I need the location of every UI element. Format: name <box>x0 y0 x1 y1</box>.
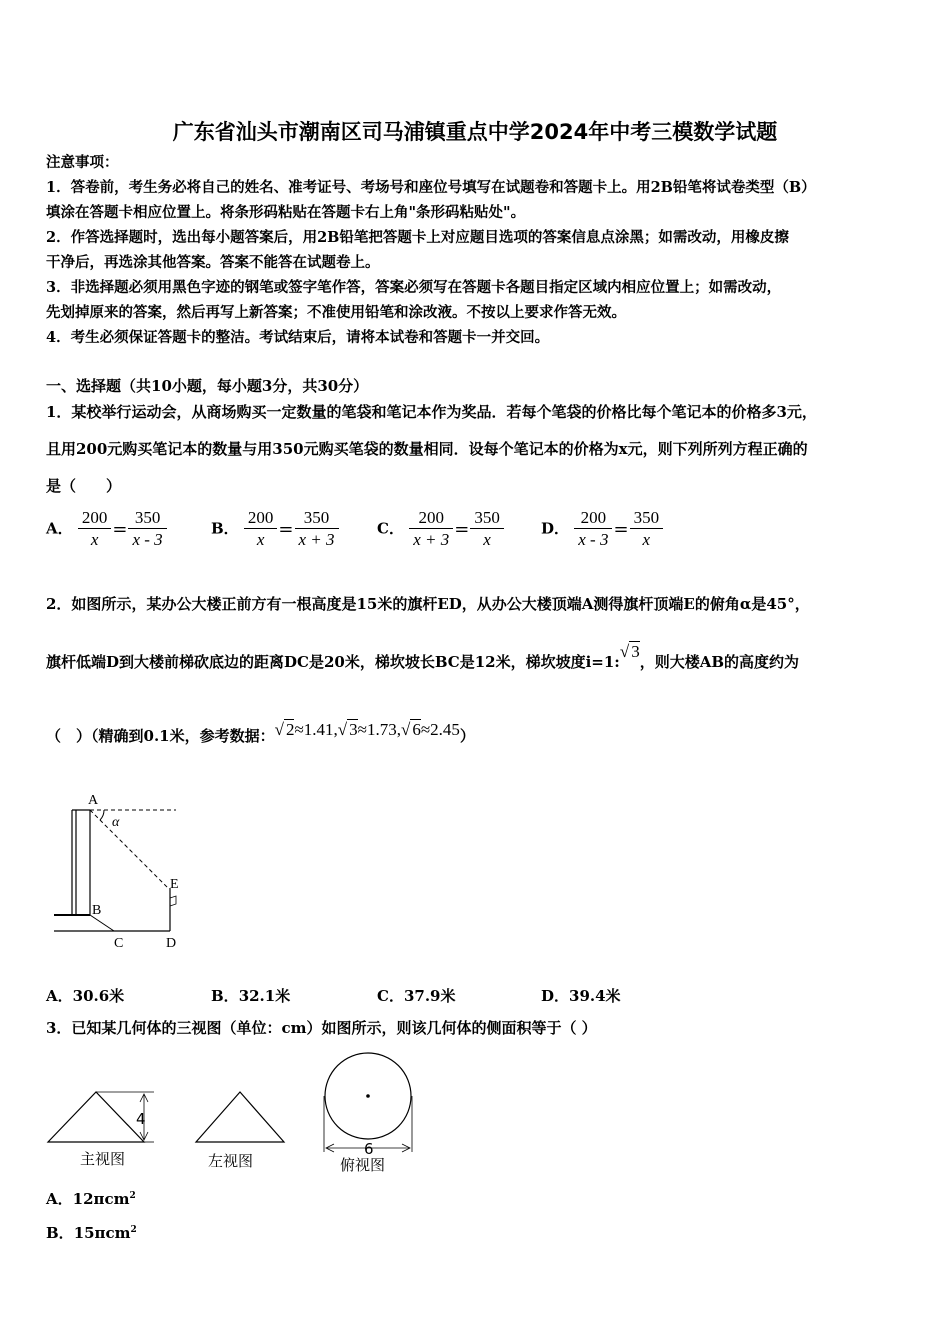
top-view-label: 俯视图 <box>340 1156 386 1174</box>
q2-line: 2．如图所示，某办公大楼正前方有一根高度是15米的旗杆ED，从办公大楼顶端A测得旗杆顶端E的俯角α是45°， <box>46 595 810 613</box>
q2-line: 旗杆低端D到大楼前梯砍底边的距离DC是20米，梯坎坡长BC是12米，梯坎坡度i=1:√ 3，则大楼AB的高度约为 <box>46 642 800 671</box>
q1-option-a[interactable]: A． $\frac{200}{x}$ = $\frac{350}{x - 3}$ <box>46 508 167 551</box>
q1-option-b[interactable]: B． $\frac{200}{x}$ = $\frac{350}{x + 3}$ <box>211 508 339 551</box>
fraction: $\frac{200}{x - 3}$ <box>574 508 612 551</box>
q1-option-d[interactable]: D． $\frac{200}{x - 3}$ = $\frac{350}{x}$ <box>541 508 663 551</box>
q3-option-a[interactable]: A．12πcm$^2$ <box>46 1190 136 1208</box>
q2-option-b[interactable]: B．32.1米 <box>211 987 291 1005</box>
notes-line: 3．非选择题必须用黑色字迹的钢笔或签字笔作答，答案必须写在答题卡各题目指定区域内相应位置上；如需改动， <box>46 279 782 296</box>
fraction: $\frac{350}{x + 3}$ <box>295 508 339 551</box>
notes-block <box>46 150 906 350</box>
notes-heading: 注意事项： <box>46 154 119 171</box>
notes-line: 干净后，再选涂其他答案。答案不能答在试题卷上。 <box>46 254 380 271</box>
label-c: C <box>114 936 124 951</box>
q1-line: 且用200元购买笔记本的数量与用350元购买笔袋的数量相同．设每个笔记本的价格为x元，则下列所列方程正确的 <box>46 440 808 458</box>
q3-text: 3．已知某几何体的三视图（单位：cm）如图所示，则该几何体的侧面积等于（ ） <box>46 1019 597 1037</box>
building-figure <box>46 790 196 955</box>
fraction: $\frac{200}{x + 3}$ <box>409 508 453 551</box>
label-d: D <box>166 936 177 951</box>
notes-line: 4．考生必须保证答题卡的整洁。考试结束后，请将本试卷和答题卡一并交回。 <box>46 329 550 346</box>
notes-line: 1．答卷前，考生务必将自己的姓名、准考证号、考场号和座位号填写在试题卷和答题卡上。用2B铅笔将试卷类型（B） <box>46 179 816 196</box>
q2-line: （ ）（精确到0.1米，参考数据：√ 2≈1.41,√ 3≈1.73,√ 6≈2.45） <box>46 720 475 745</box>
option-label: B． <box>211 519 239 538</box>
option-label: A． <box>46 519 73 538</box>
fraction: $\frac{350}{x - 3}$ <box>128 508 166 551</box>
label-a: A <box>88 793 99 808</box>
height-label: 4 <box>136 1110 146 1128</box>
width-label: 6 <box>364 1140 374 1158</box>
fraction: $\frac{350}{x}$ <box>470 508 504 551</box>
left-view-label: 左视图 <box>208 1152 254 1170</box>
q2-option-a[interactable]: A．30.6米 <box>46 987 125 1005</box>
q3-option-b[interactable]: B．15πcm$^2$ <box>46 1224 137 1242</box>
label-e: E <box>170 877 179 892</box>
label-alpha: α <box>112 815 120 830</box>
label-b: B <box>92 903 102 918</box>
option-label: D． <box>541 519 570 538</box>
notes-line: 先划掉原来的答案，然后再写上新答案；不准使用铅笔和涂改液。不按以上要求作答无效。 <box>46 304 626 321</box>
fraction: $\frac{200}{x}$ <box>244 508 278 551</box>
fraction: $\frac{200}{x}$ <box>78 508 112 551</box>
section-heading: 一、选择题（共10小题，每小题3分，共30分） <box>46 377 369 395</box>
q2-option-d[interactable]: D．39.4米 <box>541 987 621 1005</box>
option-label: C． <box>377 519 404 538</box>
page-title: 广东省汕头市潮南区司马浦镇重点中学2024年中考三模数学试题 <box>172 120 778 144</box>
q2-option-c[interactable]: C．37.9米 <box>377 987 456 1005</box>
fraction: $\frac{350}{x}$ <box>630 508 664 551</box>
q1-line: 是（ ） <box>46 477 122 495</box>
q1-option-c[interactable]: C． $\frac{200}{x + 3}$ = $\frac{350}{x}$ <box>377 508 504 551</box>
front-view-label: 主视图 <box>80 1150 126 1168</box>
notes-line: 填涂在答题卡相应位置上。将条形码粘贴在答题卡右上角"条形码粘贴处"。 <box>46 204 526 221</box>
q1-line: 1．某校举行运动会，从商场购买一定数量的笔袋和笔记本作为奖品．若每个笔袋的价格比每个笔记本的价格多3元， <box>46 403 817 421</box>
notes-line: 2．作答选择题时，选出每小题答案后，用2B铅笔把答题卡上对应题目选项的答案信息点涂黑；如需改动，用橡皮擦 <box>46 229 789 246</box>
three-views-figure <box>44 1052 424 1177</box>
